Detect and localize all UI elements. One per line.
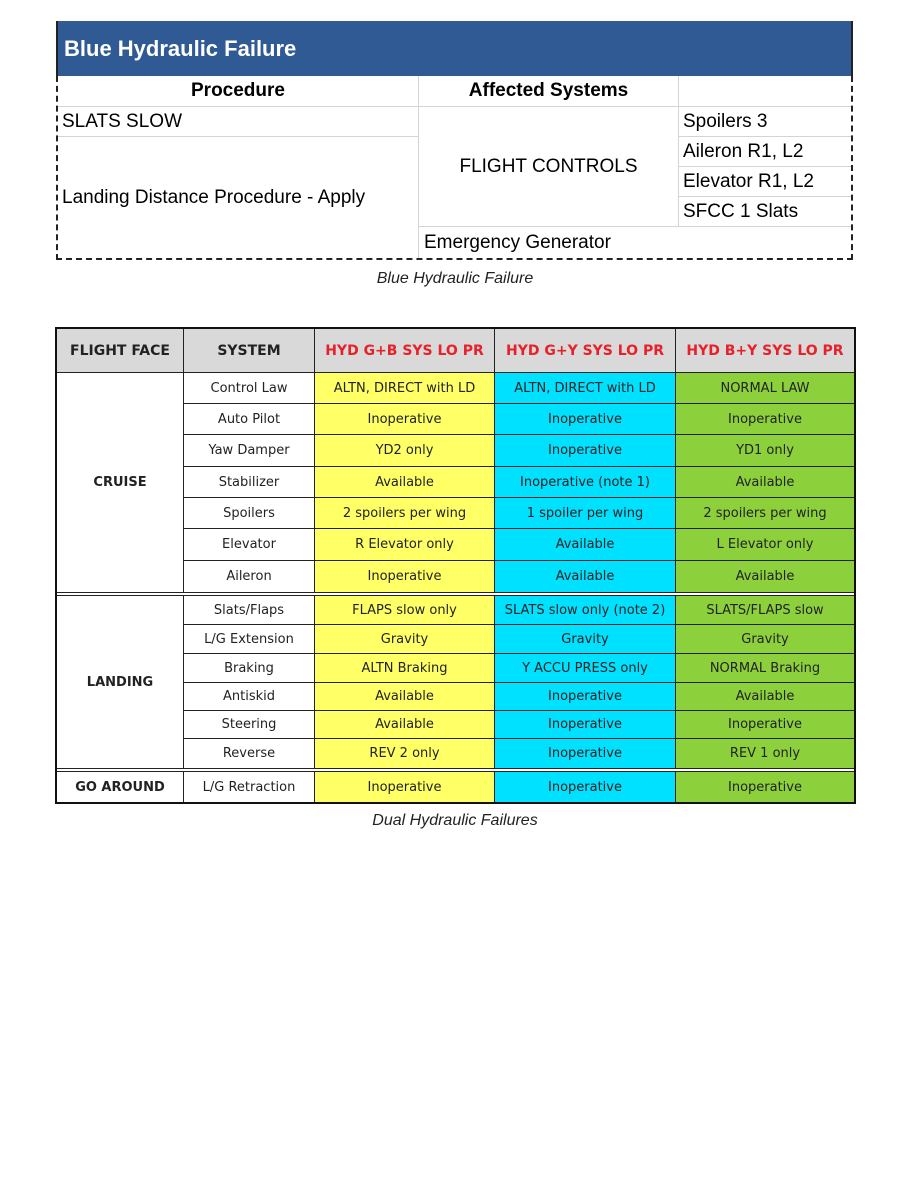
- header-hyd-by: HYD B+Y SYS LO PR: [676, 329, 854, 373]
- system-cell: L/G Retraction: [184, 772, 315, 802]
- gb-cell: 2 spoilers per wing: [315, 498, 495, 529]
- header-hyd-gy: HYD G+Y SYS LO PR: [495, 329, 676, 373]
- gy-cell: Inoperative: [495, 772, 676, 802]
- header-system: SYSTEM: [184, 329, 315, 373]
- header-affected-systems: Affected Systems: [419, 76, 679, 107]
- system-cell: Stabilizer: [184, 467, 315, 498]
- gb-cell: FLAPS slow only: [315, 596, 495, 625]
- by-cell: Available: [676, 467, 854, 498]
- procedure-item: SLATS SLOW: [58, 107, 419, 137]
- by-cell: Gravity: [676, 625, 854, 654]
- phase-go-around: GO AROUND: [57, 772, 184, 802]
- gb-cell: ALTN, DIRECT with LD: [315, 373, 495, 404]
- system-cell: Slats/Flaps: [184, 596, 315, 625]
- system-cell: Steering: [184, 711, 315, 739]
- gy-cell: Inoperative: [495, 739, 676, 768]
- by-cell: 2 spoilers per wing: [676, 498, 854, 529]
- gy-cell: 1 spoiler per wing: [495, 498, 676, 529]
- system-cell: L/G Extension: [184, 625, 315, 654]
- gb-cell: REV 2 only: [315, 739, 495, 768]
- blue-hydraulic-failure-table: [56, 21, 853, 260]
- by-cell: NORMAL LAW: [676, 373, 854, 404]
- system-cell: Control Law: [184, 373, 315, 404]
- by-cell: Available: [676, 561, 854, 592]
- table-body: [56, 76, 853, 260]
- caption-single-failure: Blue Hydraulic Failure: [376, 270, 534, 287]
- gb-cell: Inoperative: [315, 561, 495, 592]
- system-cell: Elevator: [184, 529, 315, 561]
- gb-cell: R Elevator only: [315, 529, 495, 561]
- header-hyd-gb: HYD G+B SYS LO PR: [315, 329, 495, 373]
- by-cell: Inoperative: [676, 711, 854, 739]
- by-cell: Inoperative: [676, 772, 854, 802]
- gy-cell: Available: [495, 561, 676, 592]
- by-cell: L Elevator only: [676, 529, 854, 561]
- by-cell: YD1 only: [676, 435, 854, 467]
- by-cell: REV 1 only: [676, 739, 854, 768]
- affected-item: Aileron R1, L2: [679, 137, 851, 167]
- system-cell: Antiskid: [184, 683, 315, 711]
- gy-cell: SLATS slow only (note 2): [495, 596, 676, 625]
- affected-item: Elevator R1, L2: [679, 167, 851, 197]
- header-detail: [679, 76, 851, 107]
- system-cell: Reverse: [184, 739, 315, 768]
- header-flight-face: FLIGHT FACE: [57, 329, 184, 373]
- gy-cell: Inoperative: [495, 404, 676, 435]
- table-title: Blue Hydraulic Failure: [56, 21, 853, 76]
- system-cell: Auto Pilot: [184, 404, 315, 435]
- system-cell: Aileron: [184, 561, 315, 592]
- system-cell: Yaw Damper: [184, 435, 315, 467]
- procedure-item: Landing Distance Procedure - Apply: [58, 137, 419, 258]
- dual-hydraulic-failures-table: [55, 327, 856, 804]
- gb-cell: YD2 only: [315, 435, 495, 467]
- phase-landing: LANDING: [57, 596, 184, 768]
- phase-cruise: CRUISE: [57, 373, 184, 592]
- by-cell: Available: [676, 683, 854, 711]
- by-cell: SLATS/FLAPS slow: [676, 596, 854, 625]
- gy-cell: Inoperative (note 1): [495, 467, 676, 498]
- header-procedure: Procedure: [58, 76, 419, 107]
- gb-cell: Inoperative: [315, 404, 495, 435]
- gb-cell: ALTN Braking: [315, 654, 495, 683]
- gy-cell: Gravity: [495, 625, 676, 654]
- affected-item: SFCC 1 Slats: [679, 197, 851, 227]
- gy-cell: Available: [495, 529, 676, 561]
- gy-cell: Y ACCU PRESS only: [495, 654, 676, 683]
- caption-dual-failures: Dual Hydraulic Failures: [372, 812, 538, 829]
- gy-cell: Inoperative: [495, 711, 676, 739]
- affected-item: Spoilers 3: [679, 107, 851, 137]
- gb-cell: Inoperative: [315, 772, 495, 802]
- affected-group-flight-controls: FLIGHT CONTROLS: [419, 107, 679, 227]
- gb-cell: Gravity: [315, 625, 495, 654]
- gb-cell: Available: [315, 683, 495, 711]
- affected-other-system: Emergency Generator: [424, 231, 611, 253]
- system-cell: Braking: [184, 654, 315, 683]
- gy-cell: ALTN, DIRECT with LD: [495, 373, 676, 404]
- by-cell: Inoperative: [676, 404, 854, 435]
- by-cell: NORMAL Braking: [676, 654, 854, 683]
- gb-cell: Available: [315, 467, 495, 498]
- system-cell: Spoilers: [184, 498, 315, 529]
- gb-cell: Available: [315, 711, 495, 739]
- gy-cell: Inoperative: [495, 683, 676, 711]
- gy-cell: Inoperative: [495, 435, 676, 467]
